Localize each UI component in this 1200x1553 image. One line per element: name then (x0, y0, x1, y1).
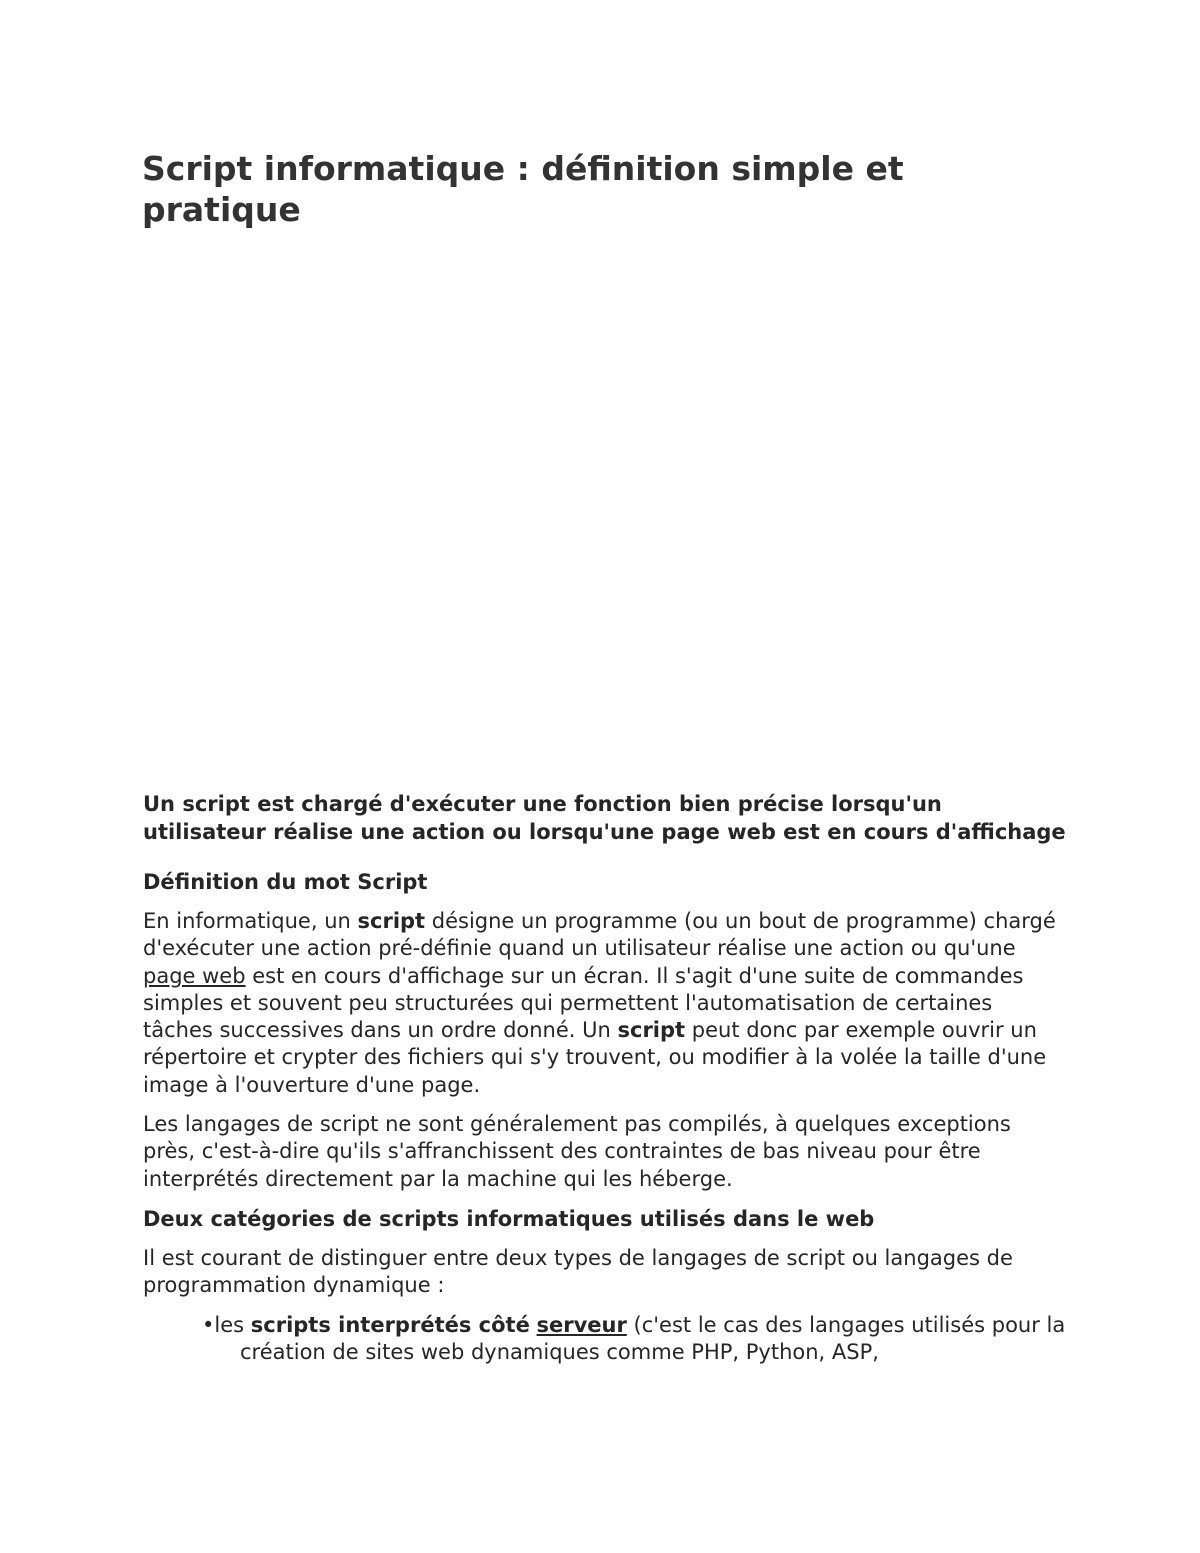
bold-term: scripts interprétés côté (250, 1312, 530, 1337)
categories-intro-paragraph: Il est courant de distinguer entre deux types de langages de script ou langages de programmation dynamique : (143, 1245, 1013, 1298)
section-heading-categories: Deux catégories de scripts informatiques utilisés dans le web (143, 1206, 875, 1231)
script-types-list (143, 1312, 1068, 1367)
definition-paragraph: En informatique, un script désigne un programme (ou un bout de programme) chargé d'exécuter une action pré-définie quand un utilisateur réalise une action ou qu'une page web est en cours d'affichage sur un écran. Il s'agit d'une suite de commandes simples et souvent peu structurées qui permettent l'automatisation de certaines tâches successives dans un ordre donné. Un script peut donc par exemple ouvrir un répertoire et crypter des fichiers qui s'y trouvent, ou modifier à la volée la taille d'une image à l'ouverture d'une page. (143, 909, 1056, 1097)
bold-term: script (357, 909, 426, 933)
compilation-paragraph: Les langages de script ne sont généralement pas compilés, à quelques exceptions près, c'est-à-dire qu'ils s'affranchissent des contraintes de bas niveau pour être interprétés directement par la machine qui les héberge. (143, 1112, 1011, 1191)
serveur-link[interactable]: serveur (536, 1312, 627, 1337)
article-body (143, 790, 1068, 1366)
section-heading-definition: Définition du mot Script (143, 870, 428, 894)
lead-paragraph: Un script est chargé d'exécuter une fonction bien précise lorsqu'un utilisateur réalise une action ou lorsqu'une page web est en cours d'affichage (143, 792, 1066, 844)
bullet-marker: • (202, 1312, 215, 1337)
list-item: •les scripts interprétés côté serveur (c'est le cas des langages utilisés pour la création de sites web dynamiques comme PHP, Python, ASP, (202, 1312, 1066, 1364)
bold-term: script (617, 1018, 686, 1043)
page-title: Script informatique : définition simple et pratique (142, 149, 904, 229)
page-web-link[interactable]: page web (143, 963, 246, 988)
